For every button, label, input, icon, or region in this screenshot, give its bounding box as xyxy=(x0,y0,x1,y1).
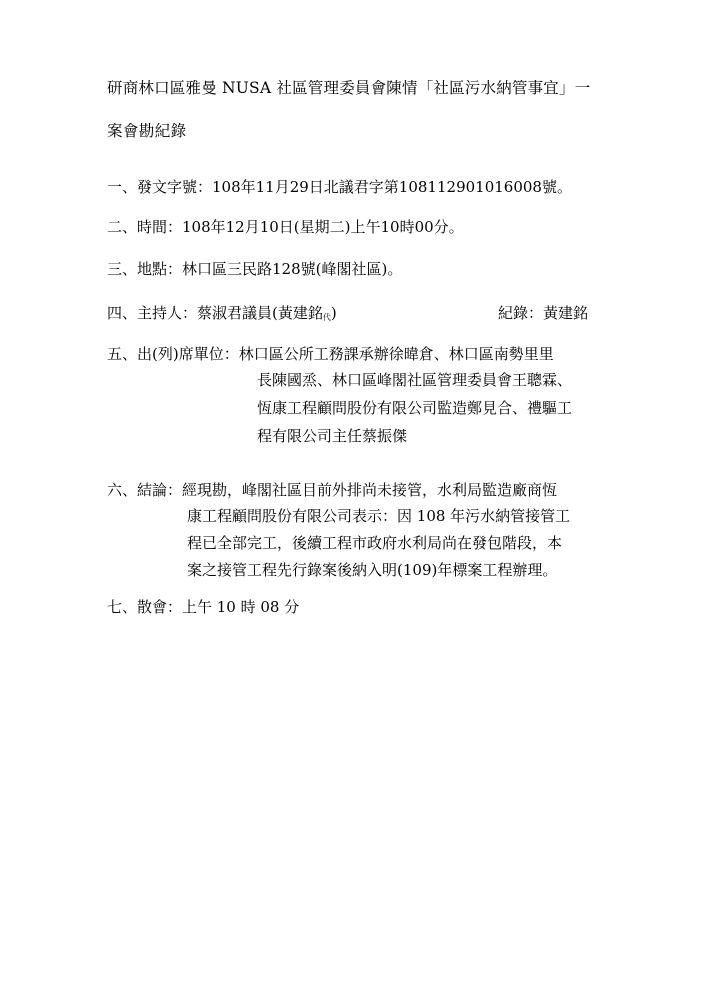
title-line-1: 研商林口區雅曼 NUSA 社區管理委員會陳情「社區污水納管事宜」一 xyxy=(107,79,591,97)
item-time: 二、時間：108年12月10日(星期二)上午10時00分。 xyxy=(107,218,464,236)
item-conclusion-line-1: 六、結論：經現勘，峰閣社區目前外排尚未接管，水利局監造廠商恆 xyxy=(107,481,558,499)
item-attendees-line-2: 長陳國烝、林口區峰閣社區管理委員會王聰霖、 xyxy=(257,371,573,389)
item-conclusion-line-2: 康工程顧問股份有限公司表示：因 108 年污水納管接管工 xyxy=(187,507,571,525)
item-conclusion-line-3: 程已全部完工，後續工程市政府水利局尚在發包階段，本 xyxy=(187,534,563,552)
item-document-number: 一、發文字號：108年11月29日北議君字第108112901016008號。 xyxy=(107,178,572,196)
item-host-suffix: ) xyxy=(330,304,337,322)
item-adjourn: 七、散會：上午 10 時 08 分 xyxy=(107,598,300,616)
item-conclusion-line-4: 案之接管工程先行錄案後納入明(109)年標案工程辦理。 xyxy=(187,561,558,579)
item-host-prefix: 四、主持人：蔡淑君議員(黃建銘 xyxy=(107,304,323,322)
item-host xyxy=(107,303,337,328)
item-location: 三、地點：林口區三民路128號(峰閣社區)。 xyxy=(107,260,403,278)
item-attendees-line-4: 程有限公司主任蔡振傑 xyxy=(257,427,408,445)
title-line-2: 案會勘紀錄 xyxy=(107,122,187,140)
item-host-sub: 代 xyxy=(322,313,331,322)
item-recorder: 紀錄：黃建銘 xyxy=(498,304,589,322)
item-attendees-line-1: 五、出(列)席單位：林口區公所工務課承辦徐暐倉、林口區南勢里里 xyxy=(107,345,554,363)
item-attendees-line-3: 恆康工程顧問股份有限公司監造鄭見合、禮驅工 xyxy=(257,399,573,417)
